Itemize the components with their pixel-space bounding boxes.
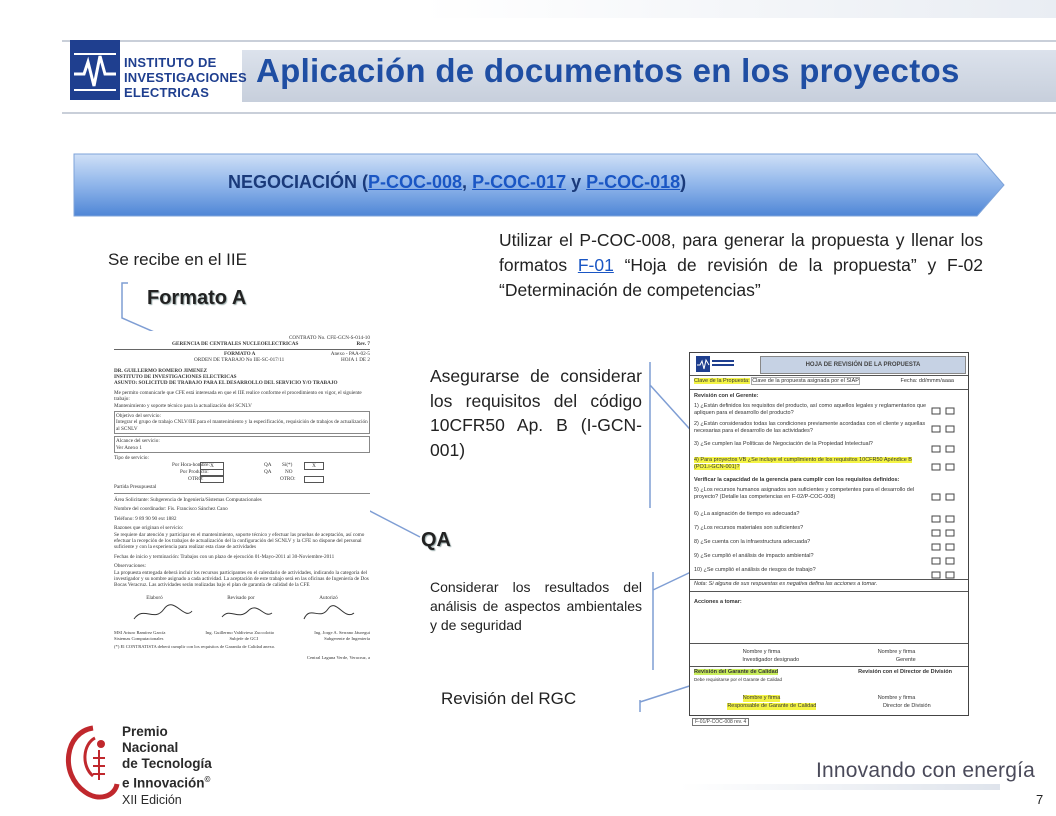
footer-rule [680, 784, 1000, 790]
pnt-line: e Innovación [122, 775, 205, 791]
form-header [690, 353, 968, 376]
page-title: Aplicación de documentos en los proyectos [256, 52, 960, 89]
utilizar-text: “Hoja de revisión de la propuesta” y F-02 “Determinación de competencias” [499, 255, 983, 300]
slogan: Innovando con energía [816, 759, 1036, 782]
asegurarse-callout: Asegurarse de considerar los requisitos del código 10CFR50 Ap. B (I-GCN-001) [430, 366, 642, 460]
pnt-line: de Tecnología [122, 756, 212, 771]
pnt-mark: © [204, 775, 211, 784]
doc-razones: Se requiere dar atención y participar en el mantenimiento, soporte técnico y efectuar las pruebas de aceptación, así como efectuar la recepción de los trabajos de actualización del la configuración del SCNLV y la CFE no dispone del personal suficiente y con la experiencia para realizar esta clase de actividades [114, 531, 365, 551]
iie-small-logo-icon [696, 356, 736, 372]
doc-box [200, 469, 224, 476]
doc-otro: OTRO: [188, 475, 204, 482]
doc-fechas: Fechas de inicio y terminación: Trabajos con un plazo de ejecución 01-Mayo-2011 al 30-Noviembre-2011 [114, 553, 335, 560]
doc-sig1b: Sistemas Computacionales [114, 636, 164, 641]
doc-partida: Partida Presupuestal [114, 483, 157, 490]
doc-por-hora: Por Hora-hombre: [172, 461, 210, 468]
form-nota: Nota: Si alguna de sus respuestas es negativa defina las acciones a tomar. [694, 581, 878, 587]
pnt-line: Nacional [122, 740, 179, 755]
form-checkboxes [930, 400, 970, 600]
doc-alcance: Ver Anexo 1 [116, 444, 142, 451]
form-rev-rgc: Revisión del Garante de Calidad [694, 669, 779, 675]
form-director: Director de División [882, 703, 931, 709]
doc-sig3: Ing. Jorge A. Serrano Jáuregui [314, 629, 370, 635]
link-p-coc-017[interactable]: P-COC-017 [472, 172, 567, 192]
doc-objetivo: Integrar el grupo de trabajo CNLV/IIE para el mantenimiento y la especificación, requisición de trabajos de actualización al SCNLV [116, 419, 368, 432]
form-footer: F-01/P-COC-008 rev. 4 [692, 718, 749, 726]
qa-label: QA [421, 529, 451, 551]
banner-sep: y [566, 172, 587, 192]
form-rev-gerente: Revisión con el Gerente: [694, 393, 759, 399]
form-q7: 7) ¿Los recursos materiales son suficientes? [694, 525, 804, 531]
doc-note: (*) El CONTRATISTA deberá cumplir con los requisitos de Garantía de Calidad anexo. [114, 644, 276, 650]
doc-qa: QA [264, 468, 272, 475]
link-p-coc-018[interactable]: P-COC-018 [586, 172, 681, 192]
org-name-line: ELECTRICAS [124, 85, 210, 100]
doc-contract-no: CONTRATO No. CFE-GCN-S-014-10 [288, 335, 370, 341]
doc-otro: OTRO: [280, 475, 296, 482]
org-name-line: INVESTIGACIONES [124, 70, 247, 85]
form-q8: 8) ¿Se cuenta con la infraestructura adecuada? [694, 539, 811, 545]
form-clave-value: Clave de la propuesta asignada por el SIAP [752, 378, 859, 384]
doc-x-mark: X [304, 462, 324, 470]
formato-a-document [114, 331, 370, 691]
doc-sig1: MSI Arturo Ramírez García [114, 629, 166, 635]
hoja-revision-form [689, 352, 969, 716]
recibe-label: Se recibe en el IIE [108, 250, 247, 269]
doc-sig2b: Subjefe de GCI [229, 636, 259, 641]
doc-anexo: Anexo - PAA-02-5 [330, 350, 370, 357]
doc-body2: Mantenimiento y soporte técnico para la actualización del SCNLV [114, 402, 252, 409]
doc-telefono: Teléfono: 9 89 90 90 ext 1882 [114, 515, 177, 522]
formato-a-label: Formato A [147, 287, 247, 309]
doc-x-mark: X [200, 462, 224, 470]
pnt-line: XII Edición [122, 792, 182, 807]
doc-formato: FORMATO A [224, 350, 256, 357]
doc-company: GERENCIA DE CENTRALES NUCLEOELECTRICAS [172, 341, 299, 348]
premio-nacional-text [122, 724, 212, 808]
form-gerente: Gerente [895, 657, 916, 663]
doc-tipo-label: Tipo de servicio: [114, 455, 149, 462]
doc-box [304, 476, 324, 483]
form-q3: 3) ¿Se cumplen las Políticas de Negociación de la Propiedad Intelectual? [694, 441, 873, 447]
doc-rev: Rev. 7 [356, 341, 370, 348]
doc-si: Sí(*) [282, 461, 293, 468]
doc-reviso: Revisado por [227, 594, 255, 601]
link-f-01[interactable]: F-01 [577, 255, 614, 275]
form-clave-label: Clave de la Propuesta: [694, 378, 750, 384]
org-name-line: INSTITUTO DE [124, 55, 217, 70]
doc-por-producto: Por Producto: [180, 468, 209, 475]
revision-rgc-callout: Revisión del RGC [441, 689, 577, 708]
form-rev-rgc-sub: Debe requisitarse por el Garante de Calidad [694, 677, 783, 682]
form-q5: 5) ¿Los recursos humanos asignados son suficientes y competentes para el desarrollo del proyecto? (Detalle las competencias en F-02/P-COC-008) [694, 487, 915, 500]
form-q6: 6) ¿La asignación de tiempo es adecuada? [694, 511, 800, 517]
pnt-line: Premio [122, 724, 168, 739]
form-q10: 10) ¿Se cumplió el análisis de riesgos de trabajo? [694, 567, 816, 573]
form-fecha: Fecha: dd/mmm/aaaa [900, 378, 954, 384]
doc-orden: ORDEN DE TRABAJO No IIE-SC-017/11 [194, 357, 285, 364]
form-verificar: Verificar la capacidad de la gerencia para cumplir con los requisitos definidos: [694, 477, 900, 483]
doc-area: Área Solicitante: Subgerencia de Ingeniería/Sistemas Computacionales [114, 496, 262, 503]
form-title: HOJA DE REVISIÓN DE LA PROPUESTA [760, 356, 966, 374]
form-nombre-firma: Nombre y firma [877, 649, 916, 655]
form-nombre-firma: Nombre y firma [742, 649, 781, 655]
form-q9: 9) ¿Se cumplió el análisis de impacto ambiental? [694, 553, 814, 559]
doc-sig3b: Subgerente de Ingeniería [324, 636, 370, 641]
doc-box [200, 476, 224, 483]
considerar-callout: Considerar los resultados del análisis de aspectos ambientales y de seguridad [430, 579, 642, 633]
doc-razones-label: Razones que originan el servicio: [114, 525, 184, 532]
form-nombre-firma: Nombre y firma [877, 695, 916, 701]
banner-suffix: ) [680, 172, 687, 192]
link-p-coc-008[interactable]: P-COC-008 [368, 172, 463, 192]
doc-hoja: HOJA 1 DE 2 [341, 357, 370, 364]
doc-alcance-label: Alcance del servicio: [116, 438, 160, 445]
form-q1: 1) ¿Están definidos los requisitos del producto, así como aquellos legales y reglamentarios que apliquen para el desarrollo del producto? [694, 403, 927, 416]
doc-coordinador: Nombre del coordinador: Fis. Francisco Sánchez Cano [114, 506, 228, 513]
doc-body1: Me permito comunicarle que CFE está interesada en que el IIE realice conforme el procedimiento en vigor, el siguiente trabajo: [114, 389, 362, 403]
doc-qa: QA [264, 461, 272, 468]
doc-elaboro: Elaboró [146, 594, 163, 601]
doc-asunto: ASUNTO: SOLICITUD DE TRABAJO PARA EL DESARROLLO DEL SERVICIO Y/O TRABAJO [114, 380, 338, 387]
form-acciones: Acciones a tomar: [694, 599, 742, 605]
utilizar-paragraph [499, 228, 983, 303]
utilizar-text: Utilizar el P-COC-008, para generar la propuesta y llenar los formatos [499, 230, 983, 275]
doc-objetivo-label: Objetivo del servicio: [116, 413, 161, 420]
doc-footer: Central Laguna Verde, Veracruz, a [306, 654, 370, 660]
form-rev-director: Revisión con el Director de División [858, 669, 952, 675]
doc-to-name: DR. GUILLERMO ROMERO JIMENEZ [114, 367, 208, 374]
signatures-icon [114, 601, 370, 627]
banner-sep: , [462, 172, 473, 192]
form-nombre-firma: Nombre y firma [742, 695, 781, 701]
doc-to-org: INSTITUTO DE INVESTIGACIONES ELECTRICAS [114, 374, 237, 381]
form-inv-designado: Investigador designado [742, 657, 800, 663]
doc-sig2: Ing. Guillermo Valdivieso Zuccolotto [205, 629, 275, 635]
doc-obs: La propuesta entregada deberá incluir los recursos participantes en el calendario de actividades, indicando la categoría del investigador y su nombre asignado a cada actividad. La aceptación de este trabajo será en las oficinas de Ingeniería de Dos Bocas Veracruz. Las actividades serán realizadas bajo el plan de garantía de calidad de la CFE [114, 569, 369, 589]
doc-autorizo: Autorizó [319, 594, 338, 601]
form-q4: 4) Para proyectos VB ¿Se incluye el cumplimiento de los requisitos 10CFR50 Apéndice B (PO1.i-GCN-001)? [694, 457, 912, 470]
form-resp-garante: Responsable de Garante de Calidad [727, 703, 817, 709]
banner-prefix: NEGOCIACIÓN ( [228, 172, 369, 192]
page-number: 7 [1036, 792, 1044, 807]
doc-obs-label: Observaciones: [114, 563, 146, 570]
doc-no: NO [285, 468, 293, 475]
form-q2: 2) ¿Están considerados todas las condiciones previamente acordadas con el cliente y aquellas necesarias para el desarrollo de las actividades? [694, 421, 926, 434]
